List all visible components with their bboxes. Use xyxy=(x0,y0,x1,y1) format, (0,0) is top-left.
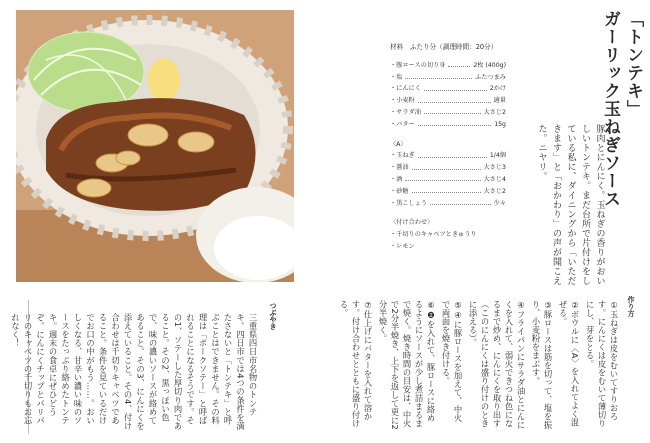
ingredient-qty: 大さじ2 xyxy=(483,108,506,116)
tonteki-plate-illustration xyxy=(16,10,294,282)
ingredient-qty: 2枚 (400g) xyxy=(473,61,506,69)
howto-step-6: ⑥❷を入れて、豚ロースに絡めるようにソースが少し煮詰まるまで焼く。焼き時間の目安は、中火で2分半焼き、上下を返して更に2分半焼く。 xyxy=(378,300,436,430)
ingredient-row xyxy=(390,72,506,84)
sauce-qty: 大さじ2 xyxy=(483,187,506,195)
sauce-name: ・黒こしょう xyxy=(390,199,428,207)
leader-dots xyxy=(412,169,481,170)
ingredient-row xyxy=(390,60,506,72)
leader-dots xyxy=(418,102,491,103)
note-label: つぶやき xyxy=(269,302,277,330)
sauce-name: ・酒 xyxy=(390,175,403,183)
ingredients-list xyxy=(390,42,506,253)
sauce-name: ・砂糖 xyxy=(390,187,409,195)
howto-steps xyxy=(339,300,620,430)
sauce-name: ・醤油 xyxy=(390,164,409,172)
note-text: 三重県四日市名物のトンテキ。四日市では4つの条件を満たさないと「トンテキ」と呼ぶことはできません。その料理は「ポークソテー」と呼ばれることになるそうです。その1、ソテーした厚切り肉であること。その2、黒っぽい色で、味の濃いソースが絡めてあること。その3、にんにくを添えていること。その4、付け合わせは千切りキャベツであること。条件を見ているだけでお口の中がもう……。おいしくなる、甘辛い濃い味のソースをたっぷり絡めたトンテキ。週末の食卓にぜひどうぞ。にんにくチップとパリパリのキャベツの千切りもお忘れなく！ xyxy=(10,313,258,431)
ingredients-header: 材料 ふたり分（調理時間：20分） xyxy=(390,43,498,51)
leader-dots xyxy=(412,192,481,193)
ingredient-name: ・小麦粉 xyxy=(390,97,415,105)
ingredient-name: ・サラダ油 xyxy=(390,108,421,116)
ingredient-row xyxy=(390,107,506,119)
ingredient-name: ・豚ロースの切り身 xyxy=(390,61,446,69)
spacer xyxy=(390,131,506,139)
title-line-1: 「トンテキ」 xyxy=(623,10,643,118)
ingredient-row xyxy=(390,95,506,107)
garnish-item: ・千切りのキャベツときゅうり xyxy=(390,231,477,239)
food-photo xyxy=(16,10,294,282)
sauce-row xyxy=(390,186,506,198)
recipe-intro: 豚肉とにんにく。玉ねぎの香りがおいしいトンテキ。まだ台所で片付けをしている私に、ダイニングから「いただきます」と「おかわり」の声が聞こえた。ニヤリ。 xyxy=(536,124,605,286)
howto-label: 作り方 xyxy=(627,296,635,317)
howto-step-1: ①玉ねぎは皮をむいてすりおろす。にんにくは皮をむいて薄切りにし、芽をとる。 xyxy=(585,300,619,428)
garnish-label: 〈付け合わせ〉 xyxy=(390,219,434,227)
leader-dots xyxy=(430,204,491,205)
sauce-qty: 大さじ4 xyxy=(483,175,506,183)
leader-dots xyxy=(424,90,487,91)
sauce-qty: 大さじ3 xyxy=(483,164,506,172)
leader-dots xyxy=(418,157,487,158)
title-line-2: ガーリック玉ねぎソース xyxy=(600,10,620,208)
leader-dots xyxy=(424,113,481,114)
ingredient-row xyxy=(390,119,506,131)
spacer xyxy=(390,209,506,217)
sauce-qty: 少々 xyxy=(493,199,506,207)
howto-step-5: ⑤④に豚ロースを加えて、中火で両面を焼き付ける。 xyxy=(441,300,463,423)
ingredient-name: ・バター xyxy=(390,120,415,128)
sauce-label: 〈A〉 xyxy=(390,140,407,148)
sauce-row xyxy=(390,150,506,162)
sauce-row xyxy=(390,162,506,174)
ingredient-qty: 15g xyxy=(494,120,506,128)
howto-step-7: ⑦仕上げにバターを入れて溶かす。付け合わせとともに盛り付ける。 xyxy=(339,300,373,428)
ingredient-qty: 適量 xyxy=(493,97,506,105)
leader-dots xyxy=(418,125,491,126)
sauce-row xyxy=(390,174,506,186)
leader-dots xyxy=(448,66,470,67)
sauce-qty: 1/4個 xyxy=(489,152,506,160)
howto-step-3: ③豚ロースは筋を切って、塩を振り、小麦粉をまぶす。 xyxy=(531,300,553,430)
ingredient-row xyxy=(390,83,506,95)
ingredient-qty: ふたつまみ xyxy=(475,73,506,81)
leader-dots xyxy=(405,180,480,181)
howto-step-4: ④フライパンにサラダ油とにんにくを入れて、弱火できつね色になるまで炒め、にんにくを取り出す（このにんにくは盛り付けのときに添える）。 xyxy=(468,300,526,430)
garnish-item: ・レモン xyxy=(390,242,415,250)
ingredient-qty: 2かけ xyxy=(489,85,506,93)
sauce-row xyxy=(390,198,506,210)
howto-step-2: ②ボウルに〈A〉を入れてよく混ぜる。 xyxy=(558,300,580,427)
leader-dots xyxy=(405,78,472,79)
ingredient-name: ・にんにく xyxy=(390,85,421,93)
sauce-name: ・玉ねぎ xyxy=(390,152,415,160)
ingredient-name: ・塩 xyxy=(390,73,403,81)
